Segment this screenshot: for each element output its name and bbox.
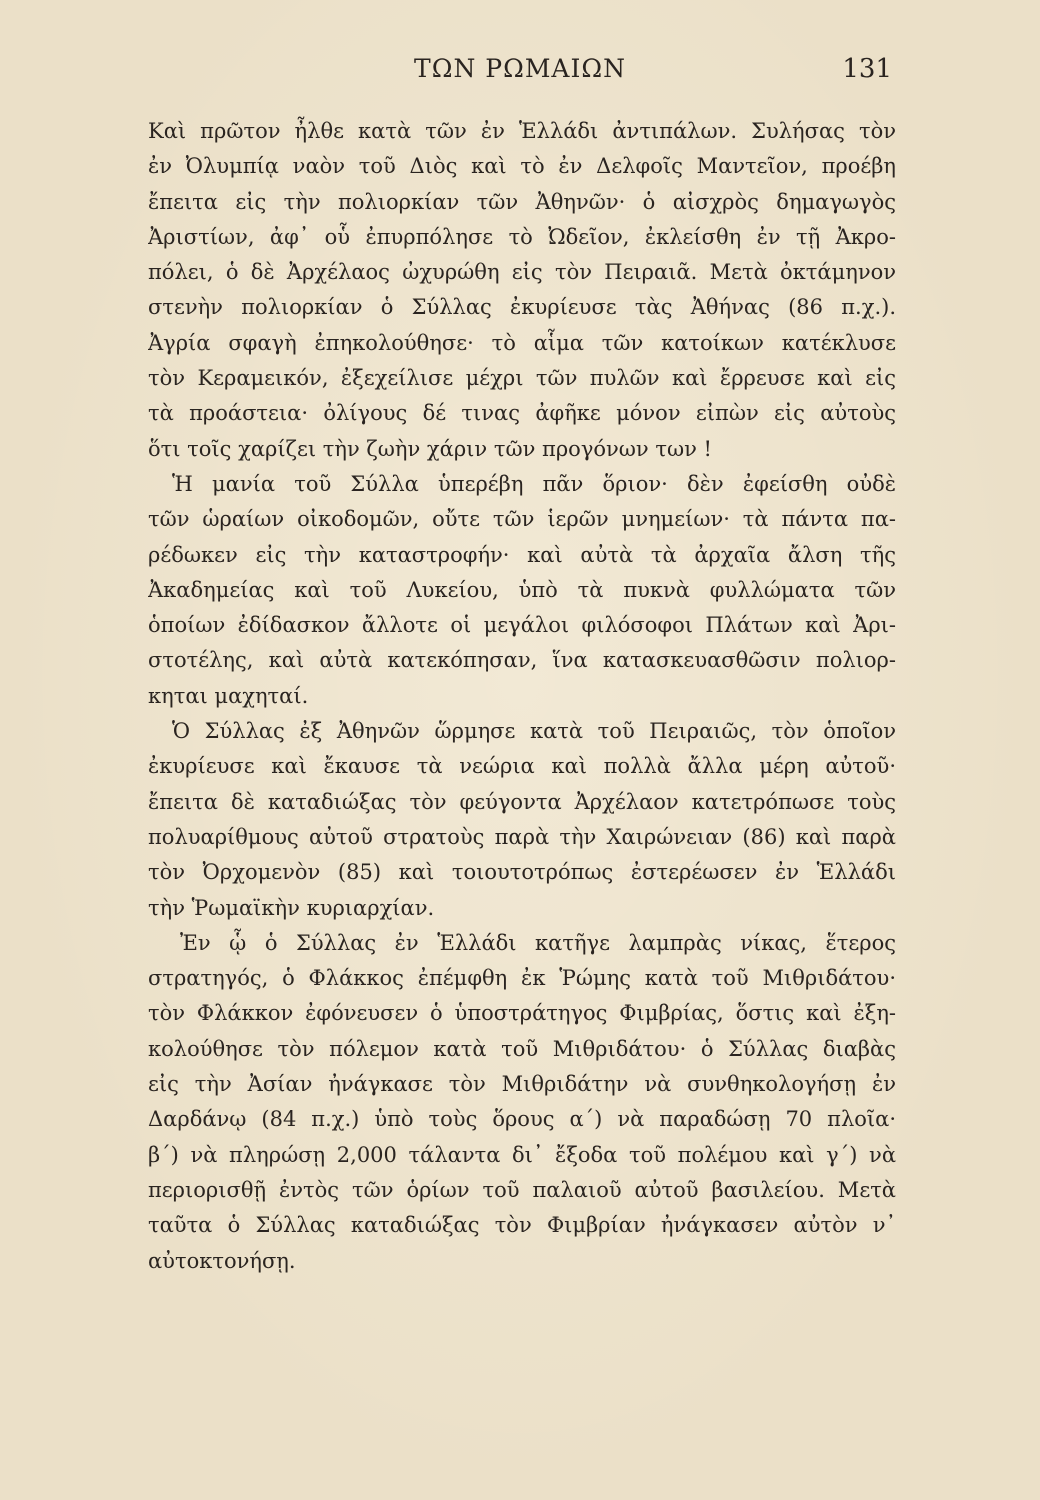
- text-line: στρατηγός, ὁ Φλάκκος ἐπέμφθη ἐκ Ῥώμης κατὰ τοῦ Μιθριδάτου·: [148, 966, 896, 991]
- text-line: στοτέλης, καὶ αὐτὰ κατεκόπησαν, ἵνα κατασκευασθῶσιν πολιορ-: [148, 648, 896, 673]
- page-number: 131: [842, 54, 892, 84]
- text-line: β΄) νὰ πληρώσῃ 2,000 τάλαντα δι᾽ ἔξοδα τοῦ πολέμου καὶ γ΄) νὰ: [148, 1142, 896, 1167]
- running-title: ΤΩΝ ΡΩΜΑΙΩΝ: [414, 54, 626, 83]
- text-line: ἔπειτα εἰς τὴν πολιορκίαν τῶν Ἀθηνῶν· ὁ αἰσχρὸς δημαγωγὸς: [148, 189, 896, 214]
- text-line: ἐν Ὀλυμπίᾳ ναὸν τοῦ Διὸς καὶ τὸ ἐν Δελφοῖς Μαντεῖον, προέβη: [148, 154, 896, 179]
- text-line: ταῦτα ὁ Σύλλας καταδιώξας τὸν Φιμβρίαν ἠνάγκασεν αὐτὸν ν᾽: [148, 1213, 896, 1238]
- text-line: αὐτοκτονήσῃ.: [148, 1248, 296, 1273]
- text-line: Ἀγρία σφαγὴ ἐπηκολούθησε· τὸ αἷμα τῶν κατοίκων κατέκλυσε: [148, 330, 896, 355]
- text-line: τὸν Κεραμεικόν, ἐξεχείλισε μέχρι τῶν πυλῶν καὶ ἔρρευσε καὶ εἰς: [148, 366, 896, 391]
- text-line: τὰ προάστεια· ὀλίγους δέ τινας ἀφῆκε μόνον εἰπὼν εἰς αὐτοὺς: [148, 401, 896, 426]
- text-line: κηται μαχηταί.: [148, 683, 309, 708]
- text-line: περιορισθῇ ἐντὸς τῶν ὁρίων τοῦ παλαιοῦ αὐτοῦ βασιλείου. Μετὰ: [148, 1177, 896, 1202]
- text-line: τῶν ὡραίων οἰκοδομῶν, οὔτε τῶν ἱερῶν μνημείων· τὰ πάντα πα-: [148, 507, 896, 532]
- text-line: κολούθησε τὸν πόλεμον κατὰ τοῦ Μιθριδάτου· ὁ Σύλλας διαβὰς: [148, 1036, 896, 1061]
- text-line: ὅτι τοῖς χαρίζει τὴν ζωὴν χάριν τῶν προγόνων των !: [148, 436, 712, 461]
- text-line: ρέδωκεν εἰς τὴν καταστροφήν· καὶ αὐτὰ τὰ ἀρχαῖα ἄλση τῆς: [148, 542, 896, 567]
- text-line: τὴν Ῥωμαϊκὴν κυριαρχίαν.: [148, 895, 435, 920]
- page-header: [140, 54, 900, 94]
- text-line: πόλει, ὁ δὲ Ἀρχέλαος ὠχυρώθη εἰς τὸν Πειραιᾶ. Μετὰ ὀκτάμηνον: [148, 260, 896, 285]
- text-line: Ἀριστίων, ἀφ᾽ οὗ ἐπυρπόλησε τὸ Ὠδεῖον, ἐκλείσθη ἐν τῇ Ἀκρο-: [148, 224, 896, 249]
- text-line: τὸν Φλάκκον ἐφόνευσεν ὁ ὑποστράτηγος Φιμβρίας, ὅστις καὶ ἐξη-: [148, 1001, 896, 1026]
- text-line: Δαρδάνῳ (84 π.χ.) ὑπὸ τοὺς ὅρους α΄) νὰ παραδώσῃ 70 πλοῖα·: [148, 1107, 896, 1132]
- text-line: Ἀκαδημείας καὶ τοῦ Λυκείου, ὑπὸ τὰ πυκνὰ φυλλώματα τῶν: [148, 577, 896, 602]
- text-line: Ἐν ᾧ ὁ Σύλλας ἐν Ἑλλάδι κατῆγε λαμπρὰς νίκας, ἕτερος: [180, 930, 896, 955]
- text-line: ὁποίων ἐδίδασκον ἄλλοτε οἱ μεγάλοι φιλόσοφοι Πλάτων καὶ Ἀρι-: [148, 613, 896, 638]
- text-line: στενὴν πολιορκίαν ὁ Σύλλας ἐκυρίευσε τὰς Ἀθήνας (86 π.χ.).: [148, 295, 896, 320]
- text-line: Ἡ μανία τοῦ Σύλλα ὑπερέβη πᾶν ὅριον· δὲν ἐφείσθη οὐδὲ: [172, 471, 896, 496]
- body-text: [148, 114, 896, 1279]
- text-line: Ὁ Σύλλας ἐξ Ἀθηνῶν ὥρμησε κατὰ τοῦ Πειραιῶς, τὸν ὁποῖον: [172, 719, 896, 744]
- text-line: εἰς τὴν Ἀσίαν ἠνάγκασε τὸν Μιθριδάτην νὰ συνθηκολογήσῃ ἐν: [148, 1072, 896, 1097]
- text-line: τὸν Ὀρχομενὸν (85) καὶ τοιουτοτρόπως ἐστερέωσεν ἐν Ἑλλάδι: [148, 860, 896, 885]
- text-line: ἐκυρίευσε καὶ ἔκαυσε τὰ νεώρια καὶ πολλὰ ἄλλα μέρη αὐτοῦ·: [148, 754, 896, 779]
- text-line: ἔπειτα δὲ καταδιώξας τὸν φεύγοντα Ἀρχέλαον κατετρόπωσε τοὺς: [148, 789, 896, 814]
- text-line: Καὶ πρῶτον ἦλθε κατὰ τῶν ἐν Ἑλλάδι ἀντιπάλων. Συλήσας τὸν: [148, 119, 896, 143]
- text-line: πολυαρίθμους αὐτοῦ στρατοὺς παρὰ τὴν Χαιρώνειαν (86) καὶ παρὰ: [148, 824, 896, 849]
